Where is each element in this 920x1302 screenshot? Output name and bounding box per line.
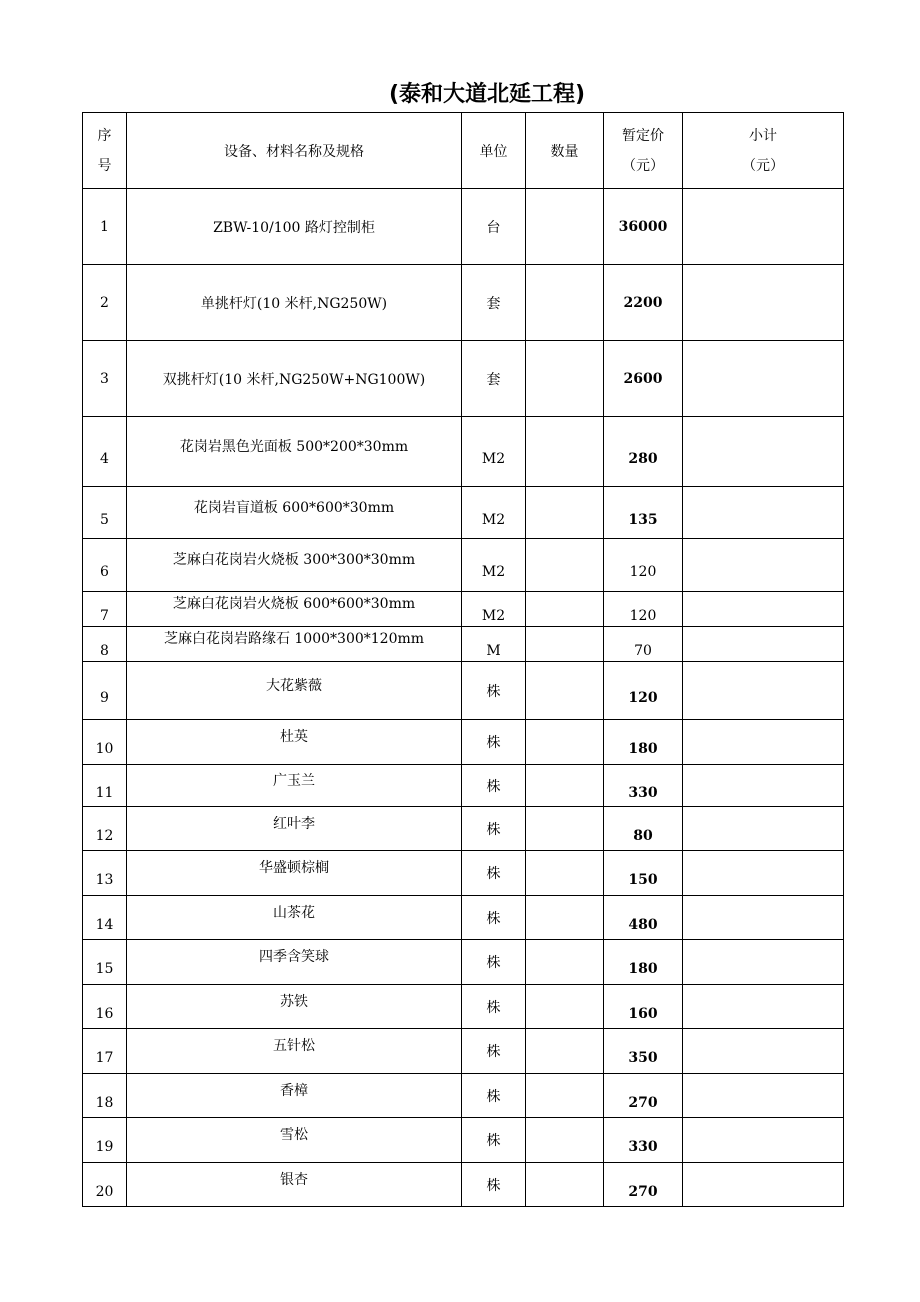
table-row [83, 539, 844, 592]
row-name-cell [127, 765, 462, 807]
row-unit: 套 [486, 371, 501, 388]
row-name: 花岗岩盲道板 600*600*30mm [193, 499, 395, 516]
row-subtotal-cell [683, 720, 844, 765]
row-seq-cell [83, 896, 127, 940]
row-name-cell [127, 627, 462, 662]
row-seq: 5 [100, 511, 109, 528]
row-price-cell [604, 417, 683, 487]
row-price-cell [604, 720, 683, 765]
row-seq: 2 [100, 294, 109, 311]
row-qty-cell [526, 896, 604, 940]
row-qty-cell [526, 539, 604, 592]
row-unit-cell [462, 851, 526, 896]
row-qty-cell [526, 720, 604, 765]
row-name-cell [127, 1074, 462, 1118]
row-seq-cell [83, 417, 127, 487]
row-price: 120 [628, 689, 658, 706]
row-qty-cell [526, 765, 604, 807]
row-qty-cell [526, 940, 604, 985]
row-name: 芝麻白花岗岩火烧板 300*300*30mm [172, 552, 416, 568]
header-subtotal-line1: 小计 [749, 127, 777, 144]
row-name-cell [127, 940, 462, 985]
row-subtotal-cell [683, 851, 844, 896]
row-price: 330 [628, 1139, 658, 1155]
row-seq-cell [83, 341, 127, 417]
row-unit-cell [462, 1118, 526, 1163]
table-row [83, 417, 844, 487]
row-unit: M2 [481, 564, 506, 580]
row-seq: 19 [95, 1139, 114, 1155]
row-seq-cell [83, 627, 127, 662]
row-price-cell [604, 265, 683, 341]
row-seq-cell [83, 985, 127, 1029]
row-name-cell [127, 985, 462, 1029]
row-seq-cell [83, 807, 127, 851]
row-seq-cell [83, 940, 127, 985]
header-seq-line1: 序 [97, 127, 112, 144]
row-price: 280 [628, 450, 658, 467]
row-name-cell [127, 662, 462, 720]
row-seq-cell [83, 1163, 127, 1207]
row-unit: 株 [486, 999, 501, 1016]
row-seq: 7 [100, 608, 109, 624]
table-row [83, 1029, 844, 1074]
row-name: 单挑杆灯(10 米杆,NG250W) [200, 295, 388, 312]
row-price: 120 [629, 564, 657, 580]
row-qty-cell [526, 851, 604, 896]
row-name: 广玉兰 [273, 772, 315, 789]
row-price-cell [604, 189, 683, 265]
row-seq: 3 [100, 370, 109, 387]
row-name-cell [127, 1163, 462, 1207]
row-unit-cell [462, 1029, 526, 1074]
row-name-cell [127, 265, 462, 341]
row-name: 银杏 [280, 1171, 308, 1188]
row-seq: 12 [95, 827, 114, 844]
row-price-cell [604, 896, 683, 940]
row-qty-cell [526, 487, 604, 539]
row-unit: M [486, 643, 501, 659]
row-subtotal-cell [683, 940, 844, 985]
row-price-cell [604, 1163, 683, 1207]
row-name: 五针松 [273, 1038, 315, 1054]
header-subtotal [683, 113, 844, 189]
table-row [83, 189, 844, 265]
row-seq: 14 [95, 916, 114, 933]
row-price: 80 [633, 827, 653, 844]
row-price: 180 [628, 961, 658, 977]
header-seq [83, 113, 127, 189]
page-title [0, 80, 920, 110]
row-price-cell [604, 765, 683, 807]
row-price: 330 [628, 784, 658, 801]
row-price: 270 [628, 1183, 658, 1200]
row-seq: 6 [100, 564, 109, 580]
header-name: 设备、材料名称及规格 [127, 113, 462, 189]
row-price: 270 [628, 1094, 658, 1111]
row-price-cell [604, 940, 683, 985]
row-unit-cell [462, 341, 526, 417]
table-row [83, 662, 844, 720]
row-name: 大花紫薇 [266, 677, 322, 694]
row-unit-cell [462, 487, 526, 539]
row-price: 180 [628, 741, 658, 757]
row-seq: 16 [95, 1005, 114, 1022]
row-unit: 株 [486, 683, 501, 700]
row-seq-cell [83, 765, 127, 807]
row-qty-cell [526, 1074, 604, 1118]
row-seq-cell [83, 662, 127, 720]
table-header-row [83, 113, 844, 189]
header-price [604, 113, 683, 189]
row-seq-cell [83, 851, 127, 896]
row-qty-cell [526, 627, 604, 662]
row-unit: 株 [486, 1177, 501, 1194]
row-price-cell [604, 487, 683, 539]
row-price: 2200 [623, 294, 663, 311]
row-subtotal-cell [683, 896, 844, 940]
row-name: 芝麻白花岗岩路缘石 1000*300*120mm [163, 631, 425, 647]
row-name: 芝麻白花岗岩火烧板 600*600*30mm [172, 596, 416, 612]
row-name-cell [127, 189, 462, 265]
row-price: 350 [628, 1050, 658, 1066]
row-seq-cell [83, 487, 127, 539]
table-row [83, 1163, 844, 1207]
row-seq: 1 [100, 218, 109, 235]
row-subtotal-cell [683, 627, 844, 662]
row-price-cell [604, 627, 683, 662]
row-subtotal-cell [683, 189, 844, 265]
row-subtotal-cell [683, 1118, 844, 1163]
table-row [83, 1118, 844, 1163]
row-seq: 15 [95, 961, 114, 977]
row-unit: M2 [481, 511, 506, 528]
row-price-cell [604, 1118, 683, 1163]
row-name-cell [127, 417, 462, 487]
row-subtotal-cell [683, 1163, 844, 1207]
row-price-cell [604, 985, 683, 1029]
row-seq-cell [83, 1029, 127, 1074]
header-seq-line2: 号 [97, 157, 112, 174]
row-name: 杜英 [280, 729, 308, 745]
row-name: 雪松 [280, 1127, 308, 1143]
row-name: 香樟 [280, 1082, 308, 1099]
row-unit-cell [462, 807, 526, 851]
row-unit: 株 [486, 866, 501, 882]
row-price-cell [604, 851, 683, 896]
row-price: 135 [628, 511, 658, 528]
row-qty-cell [526, 265, 604, 341]
table-row [83, 720, 844, 765]
row-seq: 9 [100, 689, 109, 706]
row-unit-cell [462, 1074, 526, 1118]
row-unit-cell [462, 765, 526, 807]
row-price: 480 [628, 916, 658, 933]
row-unit-cell [462, 896, 526, 940]
row-price: 2600 [623, 370, 663, 387]
row-qty-cell [526, 1163, 604, 1207]
row-unit: 株 [486, 955, 501, 971]
row-name-cell [127, 592, 462, 627]
row-name: 华盛顿棕榈 [259, 860, 329, 876]
row-seq-cell [83, 592, 127, 627]
header-qty: 数量 [526, 113, 604, 189]
row-seq: 11 [95, 784, 114, 801]
row-qty-cell [526, 985, 604, 1029]
row-price: 36000 [618, 218, 668, 235]
row-seq-cell [83, 189, 127, 265]
row-price-cell [604, 592, 683, 627]
row-qty-cell [526, 1118, 604, 1163]
row-price: 150 [628, 872, 658, 888]
table-row [83, 1074, 844, 1118]
row-unit: M2 [481, 450, 506, 467]
row-subtotal-cell [683, 539, 844, 592]
row-unit-cell [462, 265, 526, 341]
row-name: 花岗岩黑色光面板 500*200*30mm [179, 438, 409, 455]
header-price-line1: 暂定价 [622, 127, 664, 144]
row-unit-cell [462, 985, 526, 1029]
row-name: 苏铁 [280, 993, 308, 1010]
row-seq: 10 [95, 741, 114, 757]
page-title-text: (泰和大道北延工程) [388, 82, 586, 107]
row-seq: 13 [95, 872, 114, 888]
row-seq: 17 [95, 1050, 114, 1066]
row-qty-cell [526, 189, 604, 265]
row-unit: 株 [486, 1133, 501, 1149]
row-name-cell [127, 807, 462, 851]
row-unit: 株 [486, 910, 501, 927]
row-unit-cell [462, 417, 526, 487]
table-row [83, 940, 844, 985]
row-subtotal-cell [683, 1074, 844, 1118]
table-row [83, 265, 844, 341]
row-unit-cell [462, 592, 526, 627]
row-price-cell [604, 1029, 683, 1074]
header-price-line2: （元） [622, 157, 664, 174]
row-seq-cell [83, 1074, 127, 1118]
table-row [83, 896, 844, 940]
price-table [82, 112, 844, 1207]
row-price: 70 [634, 643, 652, 659]
row-name-cell [127, 896, 462, 940]
row-unit-cell [462, 189, 526, 265]
row-price-cell [604, 1074, 683, 1118]
row-unit-cell [462, 1163, 526, 1207]
row-name: 红叶李 [273, 815, 315, 832]
row-unit-cell [462, 627, 526, 662]
row-unit: 株 [486, 778, 501, 795]
row-name-cell [127, 851, 462, 896]
row-name-cell [127, 1118, 462, 1163]
row-qty-cell [526, 1029, 604, 1074]
row-unit-cell [462, 539, 526, 592]
row-seq: 20 [95, 1183, 114, 1200]
row-price-cell [604, 662, 683, 720]
row-seq-cell [83, 539, 127, 592]
row-qty-cell [526, 417, 604, 487]
table-row [83, 592, 844, 627]
row-subtotal-cell [683, 265, 844, 341]
row-price: 160 [628, 1005, 658, 1022]
row-subtotal-cell [683, 765, 844, 807]
header-unit: 单位 [462, 113, 526, 189]
row-name: 双挑杆灯(10 米杆,NG250W+NG100W) [162, 371, 426, 388]
row-seq: 18 [95, 1094, 114, 1111]
table-row [83, 487, 844, 539]
row-subtotal-cell [683, 807, 844, 851]
row-price: 120 [629, 608, 657, 624]
row-unit: 株 [486, 1088, 501, 1105]
row-name-cell [127, 539, 462, 592]
row-name: 山茶花 [273, 904, 315, 921]
row-unit: 台 [486, 219, 501, 236]
row-price-cell [604, 807, 683, 851]
table-row [83, 985, 844, 1029]
row-seq: 4 [100, 450, 109, 467]
row-qty-cell [526, 662, 604, 720]
row-name-cell [127, 487, 462, 539]
row-name-cell [127, 720, 462, 765]
row-unit: 套 [486, 295, 501, 312]
header-subtotal-line2: （元） [742, 157, 784, 174]
row-name-cell [127, 341, 462, 417]
row-unit-cell [462, 940, 526, 985]
row-price-cell [604, 539, 683, 592]
row-qty-cell [526, 807, 604, 851]
table-row [83, 807, 844, 851]
row-name: 四季含笑球 [259, 949, 329, 965]
row-subtotal-cell [683, 662, 844, 720]
row-seq-cell [83, 1118, 127, 1163]
row-unit-cell [462, 662, 526, 720]
row-unit-cell [462, 720, 526, 765]
row-unit: 株 [486, 1044, 501, 1060]
row-qty-cell [526, 341, 604, 417]
table-row [83, 341, 844, 417]
table-row [83, 765, 844, 807]
table-row [83, 851, 844, 896]
row-unit: 株 [486, 821, 501, 838]
row-subtotal-cell [683, 985, 844, 1029]
table-row [83, 627, 844, 662]
row-seq-cell [83, 265, 127, 341]
row-subtotal-cell [683, 487, 844, 539]
row-name-cell [127, 1029, 462, 1074]
row-unit: 株 [486, 735, 501, 751]
row-subtotal-cell [683, 1029, 844, 1074]
row-price-cell [604, 341, 683, 417]
row-unit: M2 [481, 608, 506, 624]
row-subtotal-cell [683, 417, 844, 487]
row-seq: 8 [100, 643, 109, 659]
row-seq-cell [83, 720, 127, 765]
row-qty-cell [526, 592, 604, 627]
row-subtotal-cell [683, 592, 844, 627]
row-name: ZBW-10/100 路灯控制柜 [213, 219, 375, 236]
row-subtotal-cell [683, 341, 844, 417]
